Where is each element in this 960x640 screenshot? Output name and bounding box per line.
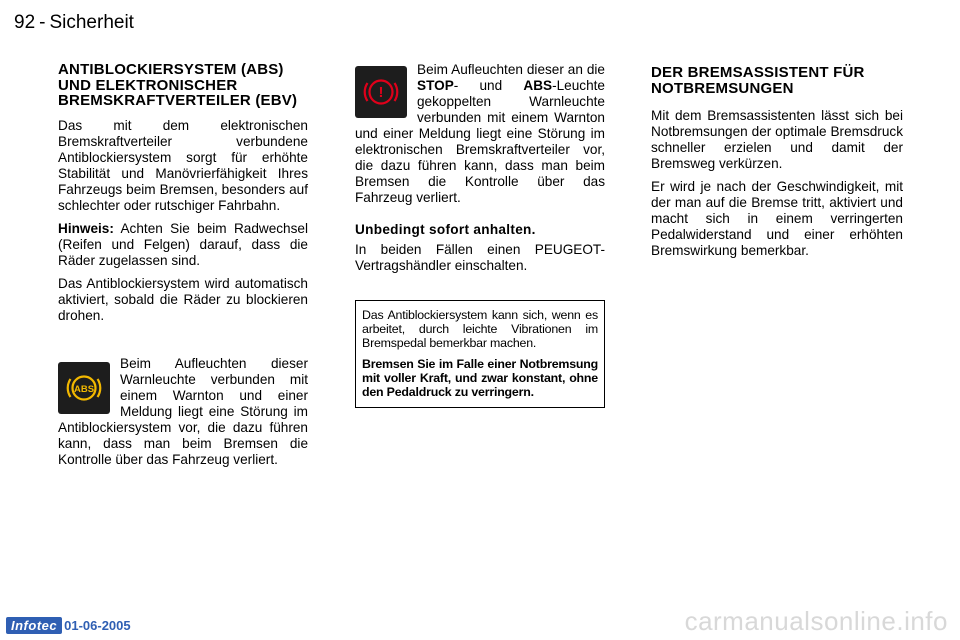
abs-warning-icon: [58, 362, 110, 414]
middle-column: [355, 62, 605, 408]
hint-label: Hinweis:: [58, 220, 114, 236]
abs-warning-block: [58, 356, 308, 468]
footer: [6, 616, 131, 635]
abs-activation-paragraph: Das Antiblockiersystem wird automatisch aktiviert, sobald die Räder zu blockieren drohen.: [58, 275, 308, 323]
abs-warning-text: Beim Aufleuchten dieser Warnleuchte verbunden mit einem Warnton und einer Meldung liegt eine Störung im Antiblockiersystem vor, die dazu führen kann, dass man beim Bremsen die Kontrolle über das Fahrzeug verliert.: [58, 355, 308, 467]
hint-paragraph: [58, 221, 308, 269]
brake-assist-paragraph-1: Mit dem Bremsassistenten lässt sich bei Notbremsungen der optimale Bremsdruck schneller erzielen und damit der Bremsweg verkürzen.: [651, 108, 903, 171]
note-emergency-braking-text: Bremsen Sie im Falle einer Notbremsung mit voller Kraft, und zwar konstant, ohne den Pedaldruck zu verringern.: [362, 356, 598, 400]
page-number: 92: [14, 12, 36, 33]
section-title: Sicherheit: [49, 12, 134, 33]
dealer-paragraph: In beiden Fällen einen PEUGEOT-Vertragshändler einschalten.: [355, 242, 605, 273]
svg-text:ABS: ABS: [73, 383, 95, 395]
svg-text:!: !: [378, 84, 384, 101]
hint-text: Achten Sie beim Radwechsel (Reifen und Felgen) darauf, dass die Räder zugelassen sind.: [58, 220, 308, 268]
brake-text-part-c: -Leuchte gekoppelten Warnleuchte verbunden mit einem Warnton und einer Meldung liegt eine Störung im elektronischen Bremskraftverteiler vor, die dazu führen kann, dass man beim Bremsen die Kontrolle über das Fahrzeug verliert.: [355, 78, 605, 205]
watermark: carmanualsonline.info: [684, 606, 948, 636]
brake-warning-block: [355, 62, 605, 206]
abs-intro-paragraph: Das mit dem elektronischen Bremskraftverteiler verbundene Antiblockiersystem sorgt für erhöhte Stabilität und Manövrierfähigkeit Ihres Fahrzeugs beim Bremsen, besonders auf schlechter oder rutschiger Fahrbahn.: [58, 117, 308, 213]
note-vibration-text: Das Antiblockiersystem kann sich, wenn es arbeitet, durch leichte Vibrationen im Bremspedal bemerkbar machen.: [362, 308, 598, 351]
header-separator: -: [39, 12, 46, 33]
left-column: [58, 62, 308, 468]
brake-warning-icon: [355, 66, 407, 118]
abs-ebv-heading: ANTIBLOCKIERSYSTEM (ABS) UND ELEKTRONISCHER BREMSKRAFTVERTEILER (EBV): [58, 61, 298, 109]
stop-immediately-subhead: Unbedingt sofort anhalten.: [355, 222, 536, 237]
page-header: [14, 10, 134, 36]
brake-text-part-a: Beim Aufleuchten dieser an die: [417, 62, 605, 77]
abs-note-box: [355, 300, 605, 408]
right-column: [651, 62, 903, 266]
brake-assist-paragraph-2: Er wird je nach der Geschwindigkeit, mit der man auf die Bremse tritt, aktiviert und macht sich in einem verringerten Pedalwiderstand und einer erhöhten Bremswirkung bemerkbar.: [651, 179, 903, 258]
brake-assist-heading: DER BREMSASSISTENT FÜR NOTBREMSUNGEN: [651, 64, 865, 97]
infotec-logo: Infotec: [6, 617, 62, 634]
stop-label: STOP: [417, 78, 454, 93]
brake-text-part-b: - und: [453, 78, 524, 93]
abs-label: ABS: [523, 78, 553, 93]
footer-date: 01-06-2005: [64, 618, 131, 633]
